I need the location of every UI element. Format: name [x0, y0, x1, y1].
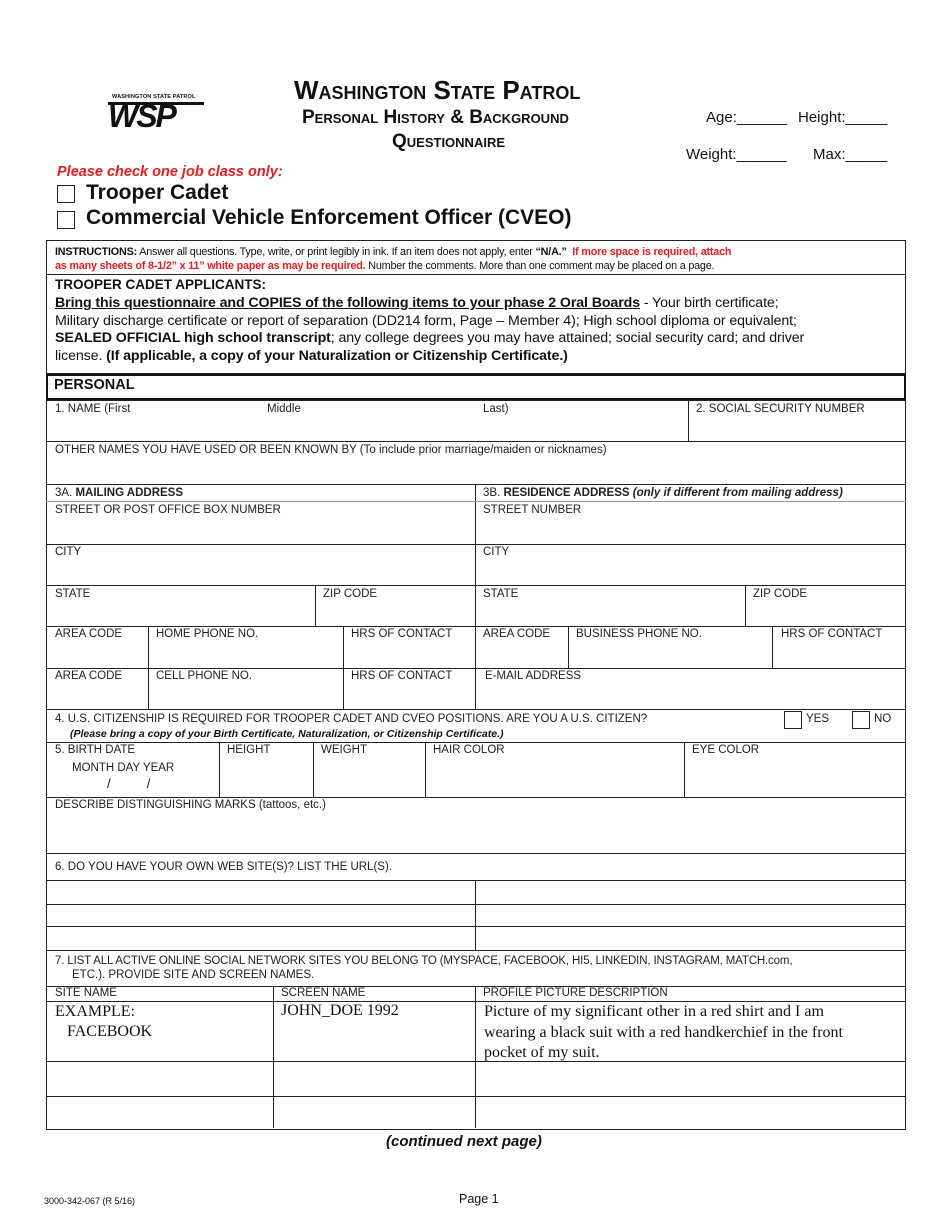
weight-field[interactable]: Weight:______	[686, 146, 787, 163]
cell-phone-field[interactable]: CELL PHONE NO.	[156, 670, 253, 682]
page-subtitle-line2: Questionnaire	[392, 131, 506, 152]
eye-color-field[interactable]: EYE COLOR	[692, 744, 760, 756]
cveo-checkbox[interactable]	[57, 211, 75, 229]
column-screen-name: SCREEN NAME	[281, 987, 366, 999]
business-area-code-field[interactable]: AREA CODE	[483, 628, 551, 640]
birth-date-field[interactable]: 5. BIRTH DATE	[55, 744, 136, 756]
page-title: Washington State Patrol	[294, 75, 581, 105]
email-field[interactable]: E-MAIL ADDRESS	[485, 670, 582, 682]
home-phone-field[interactable]: HOME PHONE NO.	[156, 628, 259, 640]
logo-mark: WSP	[108, 98, 175, 134]
personal-heading: PERSONAL	[54, 377, 135, 393]
birth-date-slashes: / /	[107, 776, 151, 791]
home-hrs-contact-field[interactable]: HRS OF CONTACT	[351, 628, 453, 640]
citizenship-note: (Please bring a copy of your Birth Certificate, Naturalization, or Citizenship Certificate.)	[70, 728, 504, 740]
citizen-no-checkbox[interactable]	[852, 711, 870, 729]
citizenship-question: 4. U.S. CITIZENSHIP IS REQUIRED FOR TROOPER CADET AND CVEO POSITIONS. ARE YOU A U.S. CITIZEN?	[55, 713, 648, 725]
residence-state-field[interactable]: STATE	[483, 588, 519, 600]
page-number: Page 1	[459, 1192, 499, 1206]
personal-heading-box	[46, 374, 906, 400]
business-hrs-contact-field[interactable]: HRS OF CONTACT	[781, 628, 883, 640]
website-question: 6. DO YOU HAVE YOUR OWN WEB SITE(S)? LIST THE URL(S).	[55, 861, 392, 873]
instructions-text: INSTRUCTIONS: Answer all questions. Type, write, or print legibly in ink. If an item does not apply, enter “N/A.” If more space is required, attach as many sheets of 8-1/2” x 11” white paper as may be required. Number the comments. More than one comment may be placed on a page.	[55, 246, 732, 272]
example-site-name: EXAMPLE: FACEBOOK	[55, 1003, 153, 1040]
height-field-form[interactable]: HEIGHT	[227, 744, 271, 756]
business-phone-field[interactable]: BUSINESS PHONE NO.	[576, 628, 702, 640]
wsp-logo	[108, 86, 204, 132]
social-question-line1: 7. LIST ALL ACTIVE ONLINE SOCIAL NETWORK SITES YOU BELONG TO (MYSPACE, FACEBOOK, HI5, LINKEDIN, INSTAGRAM, MATCH.com,	[55, 955, 793, 967]
ssn-field[interactable]: 2. SOCIAL SECURITY NUMBER	[696, 403, 865, 415]
weight-field-form[interactable]: WEIGHT	[321, 744, 367, 756]
citizen-yes-label: YES	[806, 713, 830, 725]
citizen-no-label: NO	[874, 713, 892, 725]
trooper-instructions: Bring this questionnaire and COPIES of the following items to your phase 2 Oral Boards - Your birth certificate; Military discharge certificate or report of separation (DD214 form, Page – Member 4); High school diploma or equivalent; SEALED OFFICIAL high school transcript; any college degrees you may have attained; social security card; and driver license. (If applicable, a copy of your Naturalization or Citizenship Certificate.)	[55, 295, 805, 364]
cell-area-code-field[interactable]: AREA CODE	[55, 670, 123, 682]
social-question-line2: ETC.). PROVIDE SITE AND SCREEN NAMES.	[72, 969, 315, 981]
age-field[interactable]: Age:______	[706, 109, 787, 126]
height-field[interactable]: Height:_____	[798, 109, 888, 126]
name-last-label: Last)	[483, 403, 509, 415]
trooper-cadet-checkbox[interactable]	[57, 185, 75, 203]
hair-color-field[interactable]: HAIR COLOR	[433, 744, 505, 756]
page-subtitle-line1: Personal History & Background	[302, 107, 569, 128]
form-number: 3000-342-067 (R 5/16)	[44, 1196, 136, 1206]
example-profile-description: Picture of my significant other in a red shirt and I am wearing a black suit with a red handkerchief in the front pocket of my suit.	[484, 1003, 843, 1061]
continued-note: (continued next page)	[386, 1133, 542, 1150]
website-entry-1[interactable]	[47, 881, 474, 903]
cell-hrs-contact-field[interactable]: HRS OF CONTACT	[351, 670, 453, 682]
residence-city-field[interactable]: CITY	[483, 546, 510, 558]
mailing-state-field[interactable]: STATE	[55, 588, 91, 600]
column-site-name: SITE NAME	[55, 987, 117, 999]
other-names-field[interactable]: OTHER NAMES YOU HAVE USED OR BEEN KNOWN BY (To include prior marriage/maiden or nicknames)	[55, 444, 607, 456]
trooper-cadet-label: Trooper Cadet	[86, 181, 229, 204]
residence-address-heading: 3B. RESIDENCE ADDRESS (only if different from mailing address)	[483, 487, 843, 499]
mailing-zip-field[interactable]: ZIP CODE	[323, 588, 378, 600]
logo-text: WASHINGTON STATE PATROL	[112, 94, 196, 100]
name-first-field[interactable]: 1. NAME (First	[55, 403, 131, 415]
residence-street-field[interactable]: STREET NUMBER	[483, 504, 582, 516]
example-screen-name: JOHN_DOE 1992	[281, 1002, 399, 1019]
name-middle-label: Middle	[267, 403, 301, 415]
max-field[interactable]: Max:_____	[813, 146, 888, 163]
trooper-heading: TROOPER CADET APPLICANTS:	[55, 277, 267, 292]
citizen-yes-checkbox[interactable]	[784, 711, 802, 729]
instructions-label: INSTRUCTIONS:	[55, 246, 137, 258]
mailing-street-field[interactable]: STREET OR POST OFFICE BOX NUMBER	[55, 504, 281, 516]
cveo-label: Commercial Vehicle Enforcement Officer (CVEO)	[86, 206, 572, 229]
mailing-city-field[interactable]: CITY	[55, 546, 82, 558]
job-class-prompt: Please check one job class only:	[57, 164, 283, 180]
residence-zip-field[interactable]: ZIP CODE	[753, 588, 808, 600]
home-area-code-field[interactable]: AREA CODE	[55, 628, 123, 640]
distinguishing-marks-field[interactable]: DESCRIBE DISTINGUISHING MARKS (tattoos, etc.)	[55, 799, 326, 811]
mailing-address-heading: 3A. MAILING ADDRESS	[55, 487, 184, 499]
column-profile-description: PROFILE PICTURE DESCRIPTION	[483, 987, 668, 999]
website-entry-2[interactable]	[476, 881, 904, 903]
birth-date-format: MONTH DAY YEAR	[72, 762, 175, 774]
